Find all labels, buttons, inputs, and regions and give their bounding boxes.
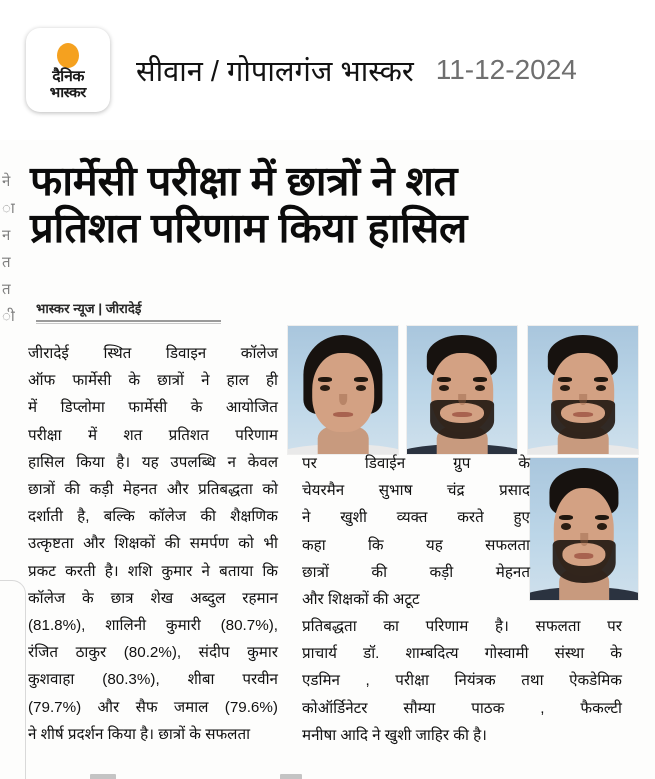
- body-text-line: [28, 476, 278, 503]
- body-text-word: की: [200, 508, 216, 526]
- body-text-word: कुशवाहा: [28, 671, 75, 689]
- body-text-word: की: [164, 535, 181, 553]
- body-text-word: सफलता: [535, 618, 581, 635]
- body-text-word: शत: [123, 426, 143, 444]
- body-text-word: कुमार: [161, 562, 193, 580]
- body-text-word: प्रतिबद्धता: [198, 481, 253, 499]
- body-text-word: पर: [302, 455, 317, 472]
- body-text-word: न: [227, 453, 236, 471]
- body-text-word: बताया: [219, 562, 254, 580]
- dainik-bhaskar-logo[interactable]: [26, 28, 110, 112]
- body-text-word: फार्मेसी: [128, 399, 168, 417]
- body-text-line: [28, 394, 278, 421]
- body-text-word: डॉ.: [363, 645, 380, 663]
- headline-line-1: फार्मेसी परीक्षा में छात्रों ने शत: [30, 158, 458, 204]
- body-text-word: फैकल्टी: [580, 699, 622, 717]
- body-text-word: कॉलेज: [28, 589, 66, 607]
- body-text-word: शिक्षकों: [114, 535, 156, 553]
- photo-brow-left: [437, 377, 451, 382]
- byline-text: भास्कर न्यूज | जीरादेई: [36, 301, 142, 316]
- body-text-word: छात्रों: [302, 563, 329, 581]
- body-text-word: डिवाइन: [165, 345, 207, 362]
- body-text-word: छात्र: [110, 589, 134, 607]
- body-text-line: [302, 477, 530, 504]
- body-text-word: भी: [263, 535, 278, 553]
- body-text-line: [28, 449, 278, 476]
- body-text-word: कि: [367, 536, 384, 554]
- body-text-word: कुमार: [247, 644, 278, 662]
- headline-line-2: प्रतिशत परिणाम किया हासिल: [30, 205, 468, 251]
- body-text-line: [302, 640, 622, 667]
- body-text-word: व्यक्त: [396, 509, 428, 527]
- student-photo-4: [530, 458, 638, 600]
- next-article-hint: [30, 771, 630, 779]
- body-text-word: में: [28, 399, 38, 417]
- body-text-word: के: [610, 645, 622, 663]
- photo-brow-left: [559, 515, 573, 520]
- body-text-word: ग्रुप: [453, 455, 471, 472]
- body-text-word: शाम्बदित्य: [405, 645, 459, 663]
- body-text-word: मेहनत: [122, 481, 158, 499]
- body-text-word: हाल: [226, 372, 249, 390]
- body-text-word: कॉलेज: [240, 345, 278, 362]
- photo-eye-right: [356, 385, 366, 391]
- body-text-word: जमाल: [173, 698, 209, 716]
- body-text-word: ऑफ: [28, 372, 56, 390]
- body-text-word: (80.3%),: [102, 671, 160, 689]
- body-text-word: कड़ी: [429, 563, 454, 581]
- photo-brow-right: [354, 377, 368, 382]
- body-text-word: उत्कृष्टता: [28, 535, 74, 553]
- body-text-word: ने: [201, 562, 210, 580]
- logo-line-2: भास्कर: [49, 83, 87, 100]
- photo-lips: [452, 412, 472, 417]
- body-text-word: ने: [201, 372, 210, 390]
- body-text-line: [302, 559, 530, 586]
- body-text-word: के: [82, 589, 94, 607]
- student-photo-1: [288, 326, 398, 454]
- body-text-word: तथा: [521, 672, 544, 690]
- body-text-word: में: [87, 426, 98, 444]
- sun-icon: [57, 43, 79, 68]
- body-text-line: [28, 585, 278, 612]
- body-text-word: का: [383, 618, 399, 635]
- byline-block: [36, 299, 286, 324]
- body-text-word: ,: [365, 672, 370, 690]
- body-text-word: नियंत्रक: [454, 672, 496, 690]
- body-text-word: प्रसाद: [499, 482, 530, 500]
- body-text-word: (79.6%): [224, 698, 278, 716]
- body-text-line: [302, 695, 622, 722]
- body-text-word: परीक्षा: [395, 672, 429, 690]
- adjacent-column-sliver: [2, 168, 20, 458]
- body-text-word: हुए: [513, 509, 530, 527]
- photo-brow-left: [558, 377, 572, 382]
- body-text-word: है।: [104, 562, 119, 580]
- body-text-word: स्थित: [103, 345, 132, 362]
- photo-brow-right: [473, 377, 487, 382]
- body-text-word: सैफ: [135, 698, 158, 716]
- sliver-glyph: ा: [2, 200, 15, 217]
- body-column-right-lower: [302, 613, 622, 749]
- body-text-word: (79.7%): [28, 698, 82, 716]
- photo-face: [312, 353, 374, 432]
- body-text-word: के: [128, 372, 141, 390]
- body-text-word: ,: [540, 699, 545, 717]
- photo-eye-left: [439, 385, 449, 391]
- body-text-word: यह: [141, 453, 159, 471]
- body-text-word: सौम्या: [403, 699, 436, 717]
- photo-nose: [579, 394, 587, 406]
- photo-eye-right: [596, 385, 606, 391]
- body-text-word: चंद्र: [446, 482, 465, 500]
- body-text-word: परीक्षा: [28, 426, 62, 444]
- body-text-word: रंजित: [28, 644, 59, 662]
- sliver-glyph: ी: [2, 308, 15, 325]
- body-text-word: करते: [457, 509, 484, 527]
- photo-eye-left: [561, 523, 571, 530]
- body-text-line: [302, 613, 622, 640]
- photo-brow-right: [594, 377, 608, 382]
- body-text-line: [28, 367, 278, 394]
- sliver-glyph: त: [2, 281, 11, 298]
- body-text-word: आयोजित: [225, 399, 278, 417]
- edition-title: सीवान / गोपालगंज भास्कर: [136, 55, 414, 88]
- body-text-line: [28, 340, 278, 367]
- page-edge-frame: [0, 580, 26, 779]
- edition-date: 11-12-2024: [435, 54, 577, 85]
- body-text-word: ही: [265, 372, 278, 390]
- body-text-line: ने शीर्ष प्रदर्शन किया है। छात्रों के सफलता: [28, 725, 251, 743]
- body-text-word: की: [371, 563, 388, 581]
- body-text-word: यह: [425, 536, 443, 554]
- body-text-word: शेख: [150, 589, 174, 607]
- body-text-word: फार्मेसी: [72, 372, 112, 390]
- body-text-line: मनीषा आदि ने खुशी जाहिर की है।: [302, 726, 487, 744]
- body-text-word: समर्पण: [189, 535, 229, 553]
- student-photo-2: [407, 326, 517, 454]
- photo-nose: [458, 394, 466, 406]
- body-text-word: उपलब्धि: [170, 453, 216, 471]
- body-text-word: ने: [302, 509, 311, 527]
- body-text-word: सफलता: [485, 536, 530, 554]
- body-text-word: कॉलेज: [148, 508, 187, 526]
- body-text-word: गोस्वामी: [484, 645, 529, 663]
- photo-eye-left: [560, 385, 570, 391]
- body-text-word: और: [83, 535, 105, 553]
- body-text-word: परिणाम: [235, 426, 278, 444]
- body-text-word: प्रतिशत: [168, 426, 209, 444]
- body-text-line: [302, 667, 622, 694]
- photo-lips: [574, 553, 593, 559]
- body-text-word: को: [238, 535, 254, 553]
- body-text-line: [302, 532, 530, 559]
- byline-divider: [36, 320, 221, 322]
- body-text-line: [28, 666, 278, 693]
- body-text-word: सुभाष: [378, 482, 413, 500]
- sliver-glyph: ने: [2, 173, 11, 190]
- body-text-word: केवल: [247, 453, 278, 471]
- body-text-word: और: [97, 698, 120, 716]
- body-text-word: संदीप: [198, 644, 230, 662]
- body-text-word: है।: [116, 453, 131, 471]
- photo-lips: [333, 412, 353, 417]
- sliver-glyph: त: [2, 254, 11, 271]
- body-text-word: (81.8%),: [28, 617, 86, 635]
- body-text-word: को: [262, 481, 278, 499]
- photo-eye-right: [597, 523, 607, 530]
- body-text-word: मेहनत: [495, 563, 530, 581]
- body-text-word: एडमिन: [302, 672, 340, 690]
- body-text-word: परवीन: [242, 671, 278, 689]
- photo-eye-right: [475, 385, 485, 391]
- body-text-word: ठाकुर: [75, 644, 107, 662]
- body-text-word: ऐकडेमिक: [569, 672, 622, 690]
- body-text-word: प्रतिबद्धता: [302, 618, 357, 635]
- app-header: [0, 0, 655, 140]
- photo-nose: [339, 394, 347, 406]
- body-text-word: शीबा: [187, 671, 215, 689]
- body-text-word: और: [166, 481, 189, 499]
- body-text-word: पर: [607, 618, 622, 635]
- body-text-word: की: [64, 481, 81, 499]
- body-text-line: [302, 450, 530, 477]
- body-text-line: [28, 639, 278, 666]
- body-text-word: चेयरमैन: [302, 482, 345, 500]
- body-text-word: है।: [495, 618, 509, 635]
- student-photo-3: [528, 326, 638, 454]
- body-text-word: शालिनी: [105, 617, 147, 635]
- body-text-word: के: [190, 399, 203, 417]
- photo-eye-left: [320, 385, 330, 391]
- logo-line-1: दैनिक: [52, 67, 84, 85]
- body-text-word: कोऑर्डिनेटर: [302, 699, 368, 717]
- body-text-word: छात्रों: [28, 481, 55, 499]
- body-text-word: शैक्षणिक: [230, 508, 278, 526]
- body-text-word: कि: [262, 562, 278, 580]
- photo-brow-right: [595, 515, 609, 520]
- body-text-word: संस्था: [554, 645, 585, 663]
- body-text-word: के: [518, 455, 530, 472]
- body-text-word: कड़ी: [89, 481, 114, 499]
- body-text-word: रहमान: [242, 589, 278, 607]
- body-text-word: परिणाम: [425, 618, 469, 635]
- body-text-word: (80.2%),: [123, 644, 182, 662]
- body-text-word: कुमारी: [165, 617, 201, 635]
- body-text-word: हासिल: [28, 453, 65, 471]
- body-text-word: प्रकट: [28, 562, 56, 580]
- body-text-word: जीरादेई: [28, 345, 69, 362]
- byline-divider-secondary: [36, 323, 221, 324]
- photo-brow-left: [318, 377, 332, 382]
- body-text-word: कहा: [302, 536, 326, 554]
- body-text-word: अब्दुल: [190, 589, 226, 607]
- body-text-word: किया: [76, 453, 105, 471]
- photo-nose: [580, 533, 588, 546]
- body-column-left: [28, 340, 278, 748]
- sliver-glyph: न: [2, 227, 11, 244]
- body-text-line: [28, 503, 278, 530]
- body-text-line: [28, 530, 278, 557]
- body-text-word: दर्शाती: [28, 508, 63, 526]
- newspaper-clipping[interactable]: [0, 140, 655, 779]
- body-text-line: [28, 422, 278, 449]
- article-headline: [30, 158, 642, 252]
- body-text-word: प्राचार्य: [302, 645, 337, 663]
- body-text-line: और शिक्षकों की अटूट: [302, 591, 420, 609]
- body-text-word: छात्रों: [157, 372, 184, 390]
- body-text-line: [28, 612, 278, 639]
- body-text-line: [302, 504, 530, 531]
- body-text-word: खुशी: [340, 509, 367, 527]
- body-text-word: डिवाईन: [364, 455, 406, 472]
- body-text-word: शशि: [127, 562, 153, 580]
- body-text-line: [28, 694, 278, 721]
- body-column-right-upper: [302, 450, 530, 613]
- body-text-word: बल्कि: [103, 508, 135, 526]
- photo-lips: [573, 412, 593, 417]
- body-text-word: (80.7%),: [220, 617, 278, 635]
- body-text-word: है,: [77, 508, 90, 526]
- body-text-word: करती: [65, 562, 96, 580]
- body-text-word: पाठक: [471, 699, 505, 717]
- body-text-word: डिप्लोमा: [60, 399, 105, 417]
- body-text-line: [28, 558, 278, 585]
